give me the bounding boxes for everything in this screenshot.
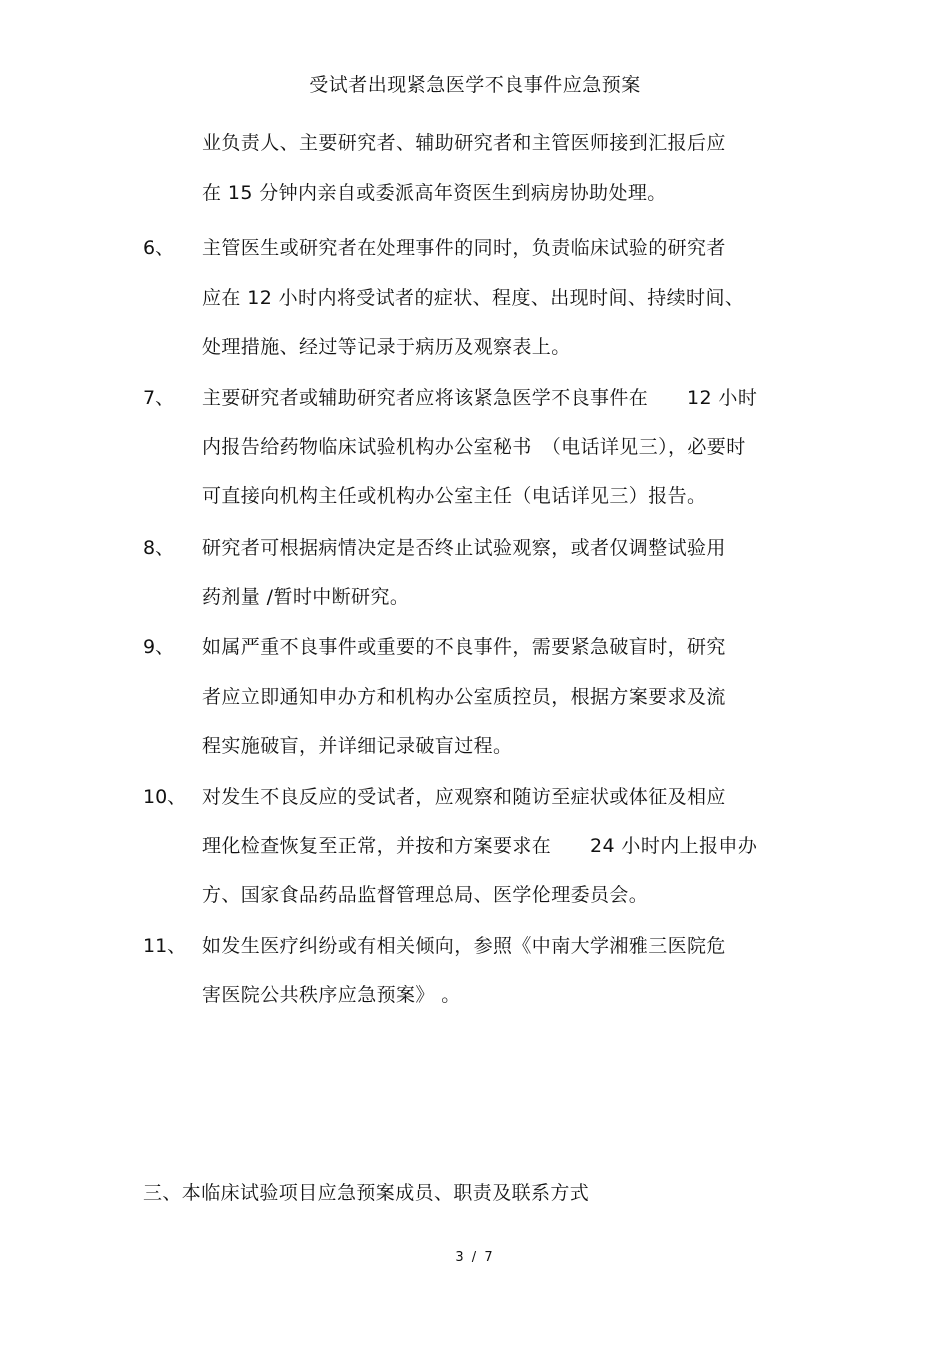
- item-line: 对发生不良反应的受试者，应观察和随访至症状或体征及相应: [202, 786, 726, 808]
- item-line: 如发生医疗纠纷或有相关倾向，参照《中南大学湘雅三医院危: [202, 935, 726, 957]
- item-line: 者应立即通知申办方和机构办公室质控员，根据方案要求及流: [202, 686, 726, 708]
- item-line: 内报告给药物临床试验机构办公室秘书 （电话详见三），必要时: [202, 436, 746, 458]
- item-line: 处理措施、经过等记录于病历及观察表上。: [202, 336, 571, 358]
- continuation-line: 在 15 分钟内亲自或委派高年资医生到病房协助处理。: [202, 182, 667, 204]
- item-line: 方、国家食品药品监督管理总局、医学伦理委员会。: [202, 884, 649, 906]
- item-line: 应在 12 小时内将受试者的症状、程度、出现时间、持续时间、: [202, 287, 745, 309]
- item-line: 药剂量 /暂时中断研究。: [202, 586, 410, 608]
- item-line: 研究者可根据病情决定是否终止试验观察，或者仅调整试验用: [202, 537, 726, 559]
- item-line: 主要研究者或辅助研究者应将该紧急医学不良事件在 12 小时: [202, 387, 758, 409]
- section-heading: 三、本临床试验项目应急预案成员、职责及联系方式: [143, 1182, 590, 1204]
- item-number: 11、: [143, 935, 187, 957]
- item-line: 如属严重不良事件或重要的不良事件，需要紧急破盲时，研究: [202, 636, 726, 658]
- item-line: 可直接向机构主任或机构办公室主任（电话详见三）报告。: [202, 485, 707, 507]
- item-line: 害医院公共秩序应急预案》 。: [202, 984, 461, 1006]
- item-line: 理化检查恢复至正常，并按和方案要求在 24 小时内上报申办: [202, 835, 758, 857]
- item-number: 10、: [143, 786, 187, 808]
- item-number: 9、: [143, 636, 175, 658]
- item-number: 6、: [143, 237, 175, 259]
- item-number: 7、: [143, 387, 175, 409]
- continuation-line: 业负责人、主要研究者、辅助研究者和主管医师接到汇报后应: [202, 132, 726, 154]
- item-line: 程实施破盲，并详细记录破盲过程。: [202, 735, 513, 757]
- page-number: 3 / 7: [455, 1250, 495, 1265]
- item-number: 8、: [143, 537, 175, 559]
- page-header: 受试者出现紧急医学不良事件应急预案: [309, 74, 641, 96]
- item-line: 主管医生或研究者在处理事件的同时，负责临床试验的研究者: [202, 237, 726, 259]
